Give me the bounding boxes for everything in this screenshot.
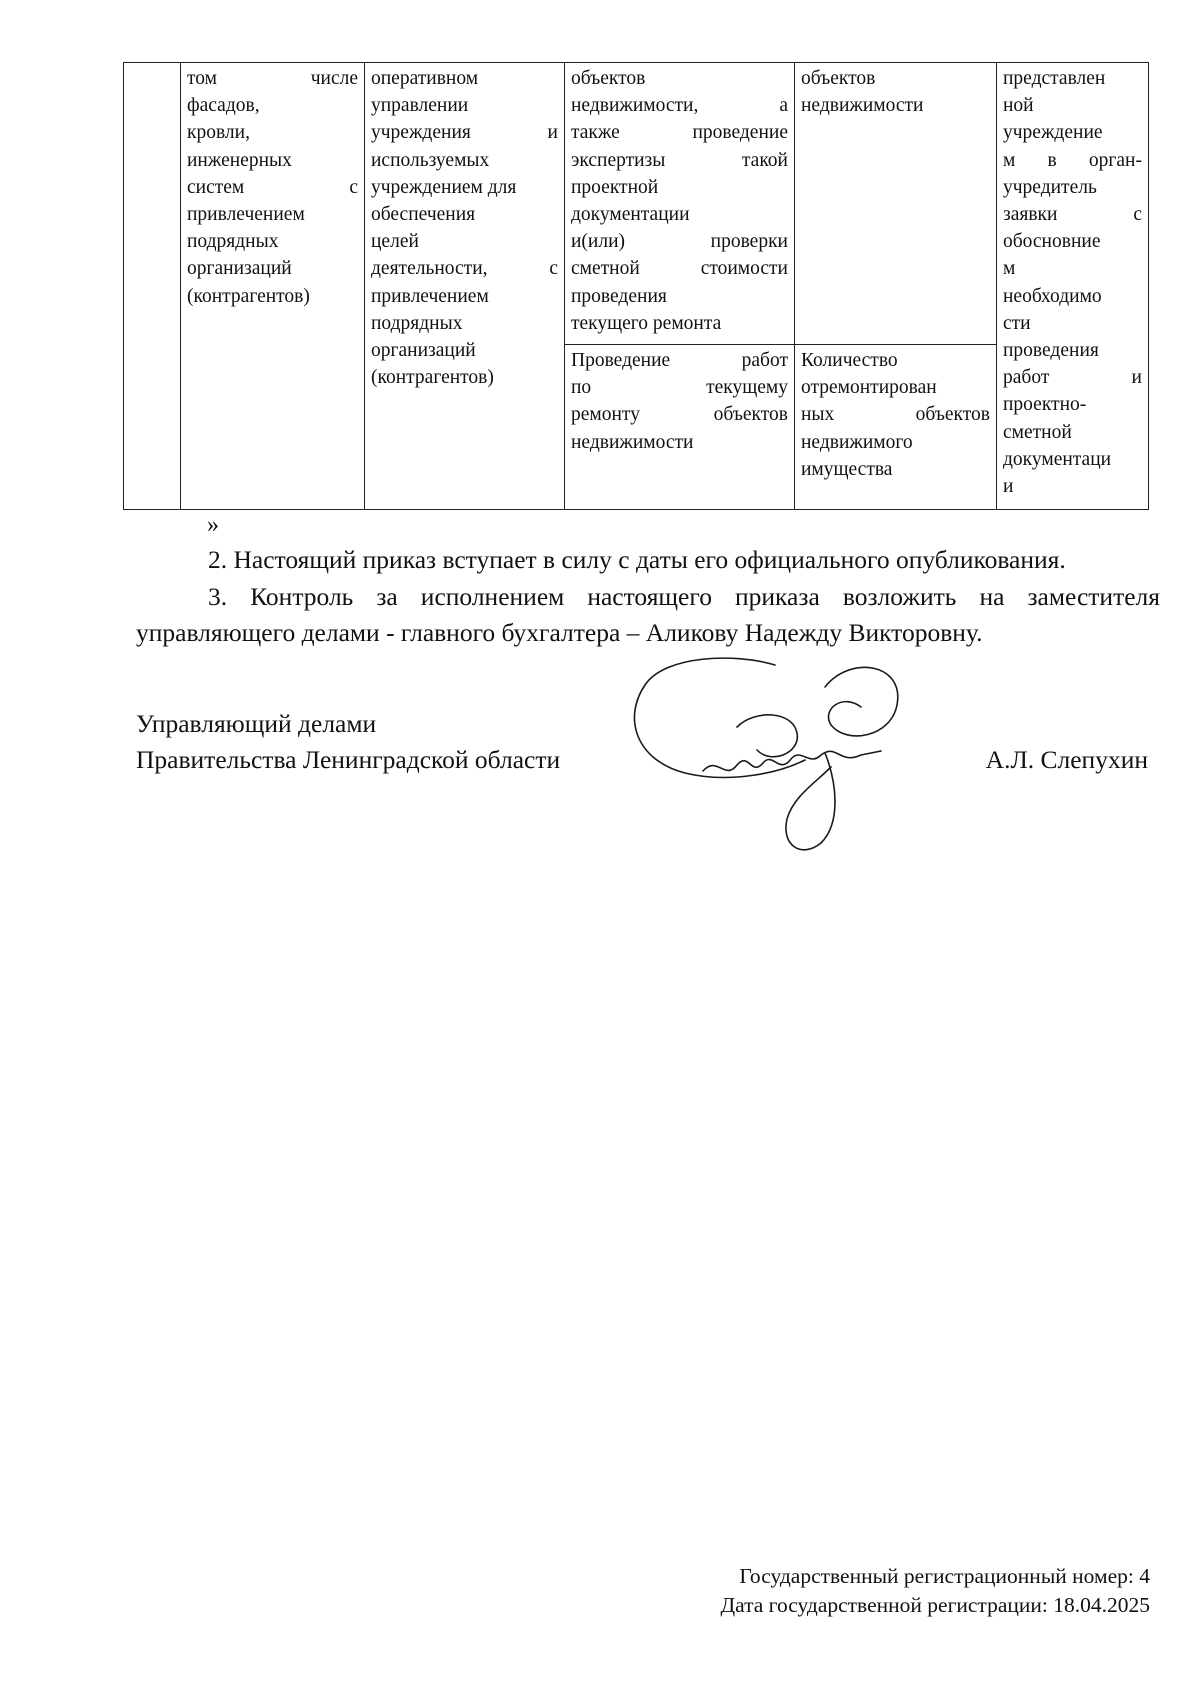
signatory-position-line2: Правительства Ленинградской области [136, 745, 561, 774]
cell-line: (контрагентов) [187, 285, 310, 307]
cell-line: проведения [571, 285, 667, 307]
cell-line: сти [1003, 312, 1031, 334]
registration-number: Государственный регистрационный номер: 4 [739, 1564, 1150, 1588]
table-cell-activity-row1 [565, 63, 795, 345]
signatory-name: А.Л. Слепухин [985, 745, 1148, 774]
cell-line: учреждения и [371, 122, 558, 144]
table-cell-indicator-row1 [795, 63, 997, 345]
handwritten-signature [625, 655, 925, 855]
cell-line: обеспечения [371, 204, 476, 226]
cell-line: учредитель [1003, 176, 1097, 198]
cell-line: имущества [801, 458, 893, 480]
cell-line: по текущему [571, 377, 788, 399]
cell-line: недвижимости [801, 95, 924, 117]
cell-line: также проведение [571, 122, 788, 144]
table-cell-event-continuation [181, 63, 365, 510]
cell-line: учреждением для [371, 176, 517, 198]
cell-line: организаций [371, 340, 476, 362]
cell-line: м в орган- [1003, 149, 1142, 171]
cell-line: (контрагентов) [371, 367, 494, 389]
table-cell-conditions [997, 63, 1149, 510]
continuation-table [123, 62, 1149, 510]
cell-line: целей [371, 231, 419, 253]
table-cell-indicator-row2 [795, 345, 997, 510]
cell-line: и [1003, 476, 1014, 498]
cell-line: используемых [371, 149, 490, 171]
cell-line: организаций [187, 258, 292, 280]
cell-line: обосновние [1003, 231, 1101, 253]
cell-line: недвижимости, а [571, 95, 788, 117]
cell-line: отремонтирован [801, 377, 937, 399]
registration-date: Дата государственной регистрации: 18.04.2025 [720, 1593, 1150, 1617]
cell-line: объектов [801, 68, 876, 89]
signatory-position [136, 706, 560, 778]
cell-line: деятельности, с [371, 258, 558, 280]
cell-line: Проведение работ [571, 350, 788, 371]
cell-line: привлечением [187, 204, 305, 226]
cell-line: ремонту объектов [571, 404, 788, 426]
cell-line: проектно- [1003, 394, 1087, 416]
cell-line: фасадов, [187, 95, 260, 117]
cell-line: кровли, [187, 122, 250, 144]
cell-line: документаци [1003, 448, 1112, 470]
cell-line: привлечением [371, 285, 489, 307]
cell-line: оперативном [371, 68, 479, 89]
table-cell-object-continuation [365, 63, 565, 510]
cell-line: сметной [1003, 421, 1072, 443]
cell-line: недвижимого [801, 431, 913, 453]
cell-line: текущего ремонта [571, 312, 722, 334]
cell-line: и(или) проверки [571, 231, 788, 253]
cell-line: недвижимости [571, 431, 694, 453]
paragraph-3: 3. Контроль за исполнением настоящего приказа возложить на заместителя управляющего делами - главного бухгалтера – Аликову Надежду Викторовну. [136, 582, 1160, 647]
closing-quote: » [207, 512, 219, 538]
cell-line: представлен [1003, 68, 1106, 89]
cell-line: Количество [801, 350, 898, 371]
cell-line: проведения [1003, 340, 1099, 362]
cell-line: проектной [571, 176, 659, 198]
cell-line: м [1003, 258, 1016, 280]
table-cell-number [124, 63, 181, 510]
cell-line: объектов [571, 68, 646, 89]
cell-line: управлении [371, 95, 469, 117]
cell-line: заявки с [1003, 204, 1142, 226]
cell-line: инженерных [187, 149, 292, 171]
cell-line: подрядных [187, 231, 279, 253]
cell-line: систем с [187, 176, 358, 198]
registration-info [720, 1562, 1150, 1620]
cell-line: сметной стоимости [571, 258, 788, 280]
cell-line: подрядных [371, 312, 463, 334]
cell-line: том числе [187, 68, 358, 89]
paragraph-2: 2. Настоящий приказ вступает в силу с даты его официального опубликования. [208, 545, 1066, 574]
cell-line: учреждение [1003, 122, 1103, 144]
cell-line: необходимо [1003, 285, 1102, 307]
cell-line: экспертизы такой [571, 149, 788, 171]
cell-line: документации [571, 204, 690, 226]
signatory-position-line1: Управляющий делами [136, 709, 377, 738]
table-cell-activity-row2 [565, 345, 795, 510]
cell-line: работ и [1003, 367, 1142, 389]
cell-line: ных объектов [801, 404, 990, 426]
cell-line: ной [1003, 95, 1034, 117]
